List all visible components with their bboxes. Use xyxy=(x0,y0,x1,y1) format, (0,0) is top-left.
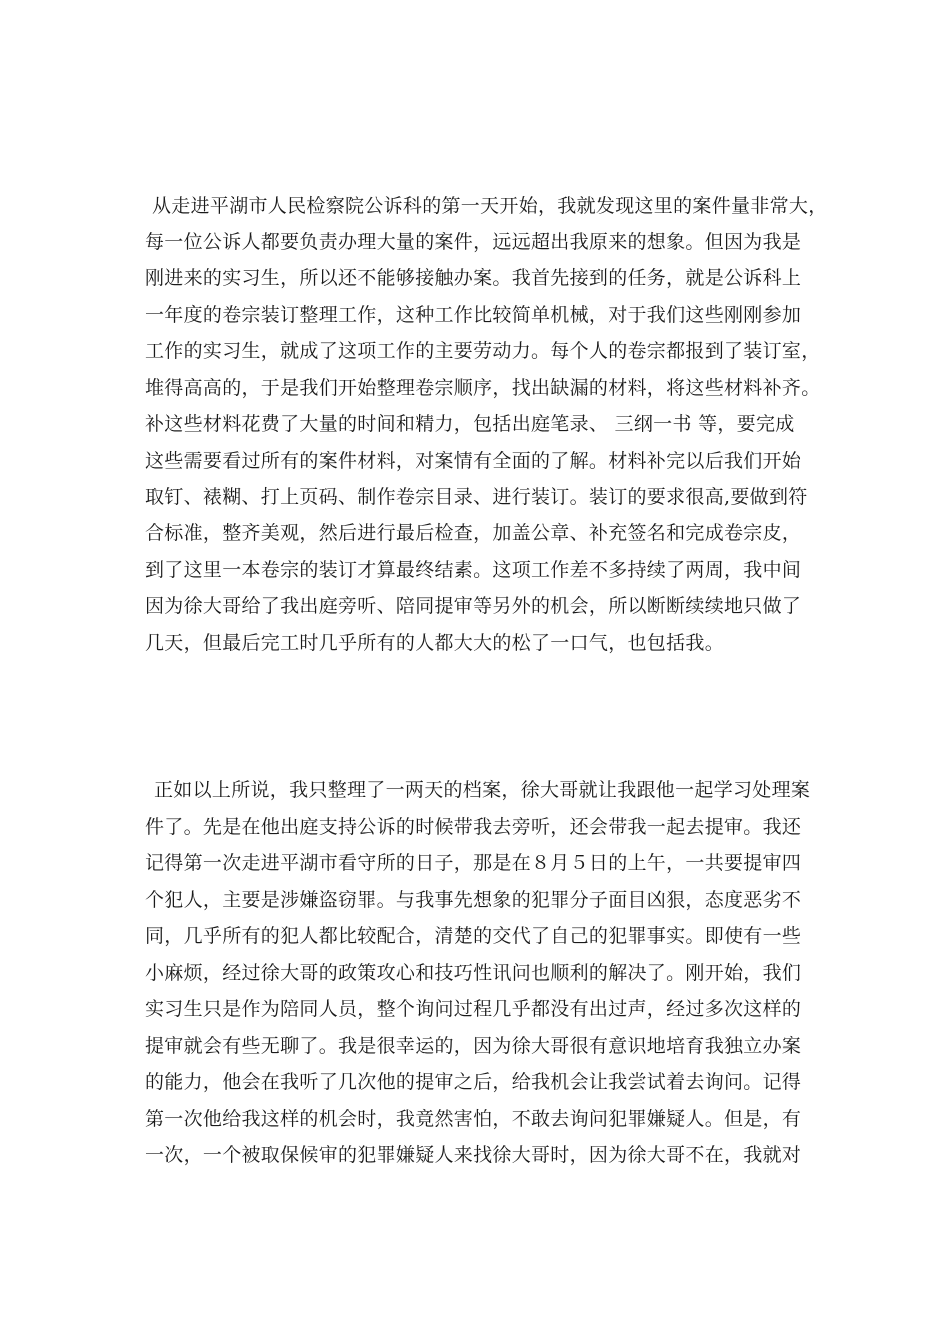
paragraph-line: 小麻烦，经过徐大哥的政策攻心和技巧性讯问也顺利的解决了。刚开始，我们 xyxy=(145,962,802,984)
paragraph-line: 这些需要看过所有的案件材料，对案情有全面的了解。材料补完以后我们开始 xyxy=(145,450,802,472)
paragraph-line: 因为徐大哥给了我出庭旁听、陪同提审等另外的机会，所以断断续续地只做了 xyxy=(145,595,802,617)
paragraph-line: 几天，但最后完工时几乎所有的人都大大的松了一口气，也包括我。 xyxy=(145,632,725,654)
paragraph-line: 的能力，他会在我听了几次他的提审之后，给我机会让我尝试着去询问。记得 xyxy=(145,1071,802,1093)
paragraph-line: 堆得高高的，于是我们开始整理卷宗顺序，找出缺漏的材料，将这些材料补齐。 xyxy=(145,377,821,399)
paragraph-line: 刚进来的实习生，所以还不能够接触办案。我首先接到的任务，就是公诉科上 xyxy=(145,267,802,289)
paragraph-line: 合标准，整齐美观，然后进行最后检查，加盖公章、补充签名和完成卷宗皮， xyxy=(145,522,802,544)
paragraph-line: 一年度的卷宗装订整理工作，这种工作比较简单机械，对于我们这些刚刚参加 xyxy=(145,304,802,326)
paragraph-line: 同，几乎所有的犯人都比较配合，清楚的交代了自己的犯罪事实。即使有一些 xyxy=(145,925,802,947)
paragraph-line: 正如以上所说，我只整理了一两天的档案，徐大哥就让我跟他一起学习处理案 xyxy=(154,779,811,801)
paragraph-line: 补这些材料花费了大量的时间和精力，包括出庭笔录、 三纲一书 等，要完成 xyxy=(145,413,795,435)
paragraph-line: 第一次他给我这样的机会时，我竟然害怕，不敢去询问犯罪嫌疑人。但是，有 xyxy=(145,1108,802,1130)
paragraph-line: 每一位公诉人都要负责办理大量的案件，远远超出我原来的想象。但因为我是 xyxy=(145,231,802,253)
paragraph-line: 提审就会有些无聊了。我是很幸运的，因为徐大哥很有意识地培育我独立办案 xyxy=(145,1035,802,1057)
paragraph-line: 取钉、裱糊、打上页码、制作卷宗目录、进行装订。装订的要求很高,要做到符 xyxy=(145,486,808,508)
paragraph-line: 个犯人，主要是涉嫌盗窃罪。与我事先想象的犯罪分子面目凶狠，态度恶劣不 xyxy=(145,889,802,911)
paragraph-line: 实习生只是作为陪同人员，整个询问过程几乎都没有出过声，经过多次这样的 xyxy=(145,998,802,1020)
paragraph-line: 一次，一个被取保候审的犯罪嫌疑人来找徐大哥时，因为徐大哥不在，我就对 xyxy=(145,1144,802,1166)
paragraph-line: 工作的实习生，就成了这项工作的主要劳动力。每个人的卷宗都报到了装订室， xyxy=(145,340,821,362)
paragraph-line: 从走进平湖市人民检察院公诉科的第一天开始，我就发现这里的案件量非常大， xyxy=(152,195,828,217)
paragraph-line: 件了。先是在他出庭支持公诉的时候带我去旁听，还会带我一起去提审。我还 xyxy=(145,816,802,838)
paragraph-line: 记得第一次走进平湖市看守所的日子，那是在８月５日的上午，一共要提审四 xyxy=(145,852,802,874)
paragraph-line: 到了这里一本卷宗的装订才算最终结素。这项工作差不多持续了两周，我中间 xyxy=(145,559,802,581)
